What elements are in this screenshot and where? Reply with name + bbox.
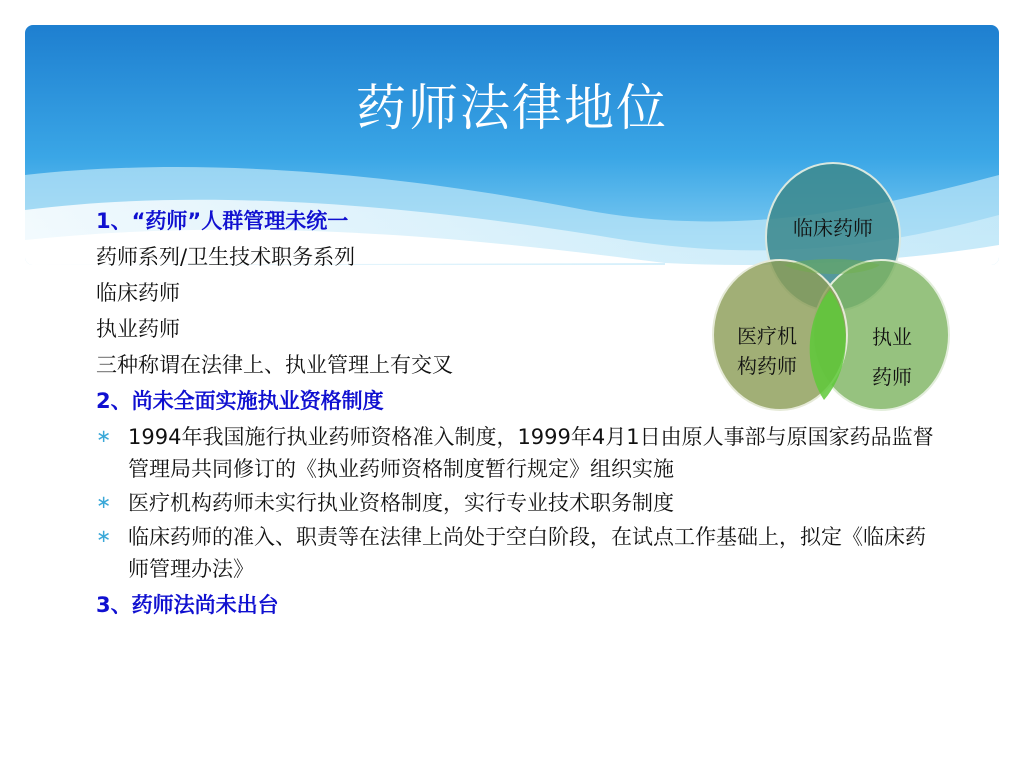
- venn-label-right-line1: 执业: [872, 325, 912, 349]
- venn-label-left-line1: 医疗机: [737, 324, 797, 348]
- venn-label-top: 临床药师: [793, 216, 873, 240]
- bullet-text: 1994年我国施行执业药师资格准入制度，1999年4月1日由原人事部与原国家药品监督管理局共同修订的《执业药师资格制度暂行规定》组织实施: [128, 425, 934, 481]
- bullet-text: 医疗机构药师未实行执业资格制度，实行专业技术职务制度: [128, 491, 674, 515]
- section-heading-3: 3、药师法尚未出台: [96, 593, 279, 617]
- venn-label-right-line2: 药师: [872, 365, 912, 389]
- bullet-item: [96, 521, 936, 585]
- bullet-item: [96, 487, 936, 519]
- asterisk-bullet-icon: ∗: [96, 526, 112, 547]
- venn-label-right: [852, 317, 932, 397]
- list-item: 临床药师: [96, 281, 180, 305]
- venn-label-left: [724, 321, 810, 381]
- list-item: 执业药师: [96, 317, 180, 341]
- venn-circles: [712, 155, 962, 445]
- section-heading-2: 2、尚未全面实施执业资格制度: [96, 389, 384, 413]
- list-item: 三种称谓在法律上、执业管理上有交叉: [96, 353, 453, 377]
- venn-diagram: [712, 155, 962, 445]
- asterisk-bullet-icon: ∗: [96, 492, 112, 513]
- slide-title: 药师法律地位: [356, 79, 668, 137]
- bullet-text: 临床药师的准入、职责等在法律上尚处于空白阶段，在试点工作基础上，拟定《临床药师管理办法》: [128, 525, 926, 581]
- asterisk-bullet-icon: ∗: [96, 426, 112, 447]
- section-heading-1: 1、“药师”人群管理未统一: [96, 209, 349, 233]
- venn-label-left-line2: 构药师: [737, 354, 797, 378]
- list-item: 药师系列/卫生技术职务系列: [96, 245, 356, 269]
